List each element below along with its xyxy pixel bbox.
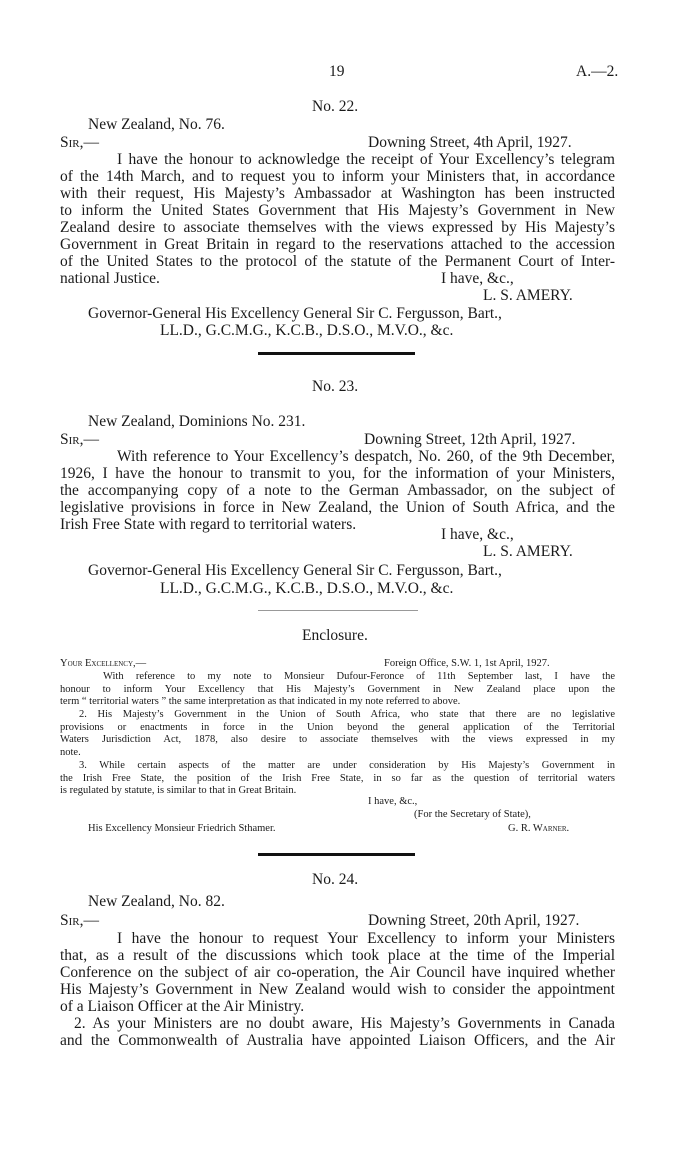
body-line: I have the honour to request Your Excellency to inform your Ministers xyxy=(117,930,615,947)
body-line: the Irish Free State, the position of the Irish Free State, in so far as the question of territorial waters xyxy=(60,772,615,784)
enclosure-salutation: Your Excellency,— xyxy=(60,658,147,669)
place-date: Downing Street, 20th April, 1927. xyxy=(368,912,580,929)
addressee: Governor-General His Excellency General Sir C. Fergusson, Bart., xyxy=(88,305,502,322)
body-line: 3. While certain aspects of the matter are under consideration by His Majesty’s Government in xyxy=(79,760,615,771)
body-line: With reference to my note to Monsieur Dufour-Feronce of 11th September last, I have the xyxy=(103,671,615,682)
body-line: legislative provisions in force in New Zealand, the Union of South Africa, and the xyxy=(60,499,615,516)
letter-body xyxy=(60,930,615,1049)
body-line: and the Commonwealth of Australia have appointed Liaison Officers, and the Air xyxy=(60,1032,615,1049)
body-line: Zealand desire to associate themselves with the views expressed by His Majesty’s xyxy=(60,219,615,236)
signature: L. S. AMERY. xyxy=(483,543,573,560)
body-line: that, as a result of the discussions which took place at the time of the Imperial xyxy=(60,947,615,964)
letter-reference: New Zealand, No. 76. xyxy=(88,116,225,133)
body-line: the accompanying copy of a note to the German Ambassador, on the subject of xyxy=(60,482,615,499)
closing: I have, &c., xyxy=(441,526,514,543)
salutation: Sir,— xyxy=(60,912,99,929)
body-line: with their request, His Majesty’s Ambassador at Washington has been instructed xyxy=(60,185,615,202)
enclosure-closing: I have, &c., xyxy=(368,796,418,807)
body-line: I have the honour to acknowledge the receipt of Your Excellency’s telegram xyxy=(117,151,615,168)
salutation: Sir,— xyxy=(60,431,99,448)
body-line: honour to inform Your Excellency that His Majesty’s Government in New Zealand place upon the xyxy=(60,683,615,695)
place-date: Downing Street, 12th April, 1927. xyxy=(364,431,576,448)
letter-number: No. 24. xyxy=(312,871,359,888)
enclosure-title: Enclosure. xyxy=(302,627,368,644)
body-line: 2. His Majesty’s Government in the Union of South Africa, who state that there are no legislative xyxy=(79,709,615,720)
addressee: Governor-General His Excellency General Sir C. Fergusson, Bart., xyxy=(88,562,502,579)
body-line: to inform the United States Government that His Majesty’s Government in New xyxy=(60,202,615,219)
body-line: provisions or enactments in force in the Union beyond the general application of the Territorial xyxy=(60,721,615,733)
salutation: Sir,— xyxy=(60,134,99,151)
section-divider xyxy=(258,352,415,355)
section-divider xyxy=(258,853,415,856)
closing: I have, &c., xyxy=(441,270,514,287)
body-last-line: national Justice. xyxy=(60,270,160,287)
addressee-titles: LL.D., G.C.M.G., K.C.B., D.S.O., M.V.O., &c. xyxy=(160,322,454,339)
letter-body xyxy=(60,448,615,516)
body-line: Government in Great Britain in regard to the reservations attached to the accession xyxy=(60,236,615,253)
enclosure-paragraph-3 xyxy=(60,760,615,798)
enclosure-paragraph-2 xyxy=(60,709,615,759)
enclosure-addressee: His Excellency Monsieur Friedrich Sthamer. xyxy=(88,823,276,834)
body-line: term “ territorial waters ” the same interpretation as that indicated in my note referred to above. xyxy=(60,696,461,707)
body-line: of a Liaison Officer at the Air Ministry. xyxy=(60,998,305,1015)
body-line: is regulated by statute, is similar to that in Great Britain. xyxy=(60,785,297,796)
letter-reference: New Zealand, No. 82. xyxy=(88,893,225,910)
body-line: of the 14th March, and to request you to inform your Ministers that, in accordance xyxy=(60,168,615,185)
body-line: note. xyxy=(60,746,81,758)
letter-body xyxy=(60,151,615,270)
body-line: Conference on the subject of air co-operation, the Air Council have inquired whether xyxy=(60,964,615,981)
signature: L. S. AMERY. xyxy=(483,287,573,304)
body-line: His Majesty’s Government in New Zealand would wish to consider the appointment xyxy=(60,981,615,998)
enclosure-paragraph-1 xyxy=(60,671,615,709)
enclosure-divider xyxy=(258,610,418,611)
body-last-line: Irish Free State with regard to territorial waters. xyxy=(60,516,357,533)
document-reference: A.—2. xyxy=(576,63,619,80)
addressee-titles: LL.D., G.C.M.G., K.C.B., D.S.O., M.V.O., &c. xyxy=(160,580,454,597)
place-date: Downing Street, 4th April, 1927. xyxy=(368,134,572,151)
body-line: 2. As your Ministers are no doubt aware, His Majesty’s Governments in Canada xyxy=(74,1015,615,1032)
letter-reference: New Zealand, Dominions No. 231. xyxy=(88,413,306,430)
body-line: Waters Jurisdiction Act, 1878, also desire to associate themselves with the views expressed in my xyxy=(60,734,615,745)
enclosure-place-date: Foreign Office, S.W. 1, 1st April, 1927. xyxy=(384,658,550,669)
body-line: With reference to Your Excellency’s despatch, No. 260, of the 9th December, xyxy=(117,448,615,465)
enclosure-for-line: (For the Secretary of State), xyxy=(414,809,531,820)
enclosure-signature: G. R. Warner. xyxy=(508,823,570,834)
page-number: 19 xyxy=(329,63,345,80)
letter-number: No. 23. xyxy=(312,378,359,395)
letter-number: No. 22. xyxy=(312,98,359,115)
body-line: 1926, I have the honour to transmit to you, for the information of your Ministers, xyxy=(60,465,615,482)
body-line: of the United States to the protocol of the statute of the Permanent Court of Inter- xyxy=(60,253,615,270)
